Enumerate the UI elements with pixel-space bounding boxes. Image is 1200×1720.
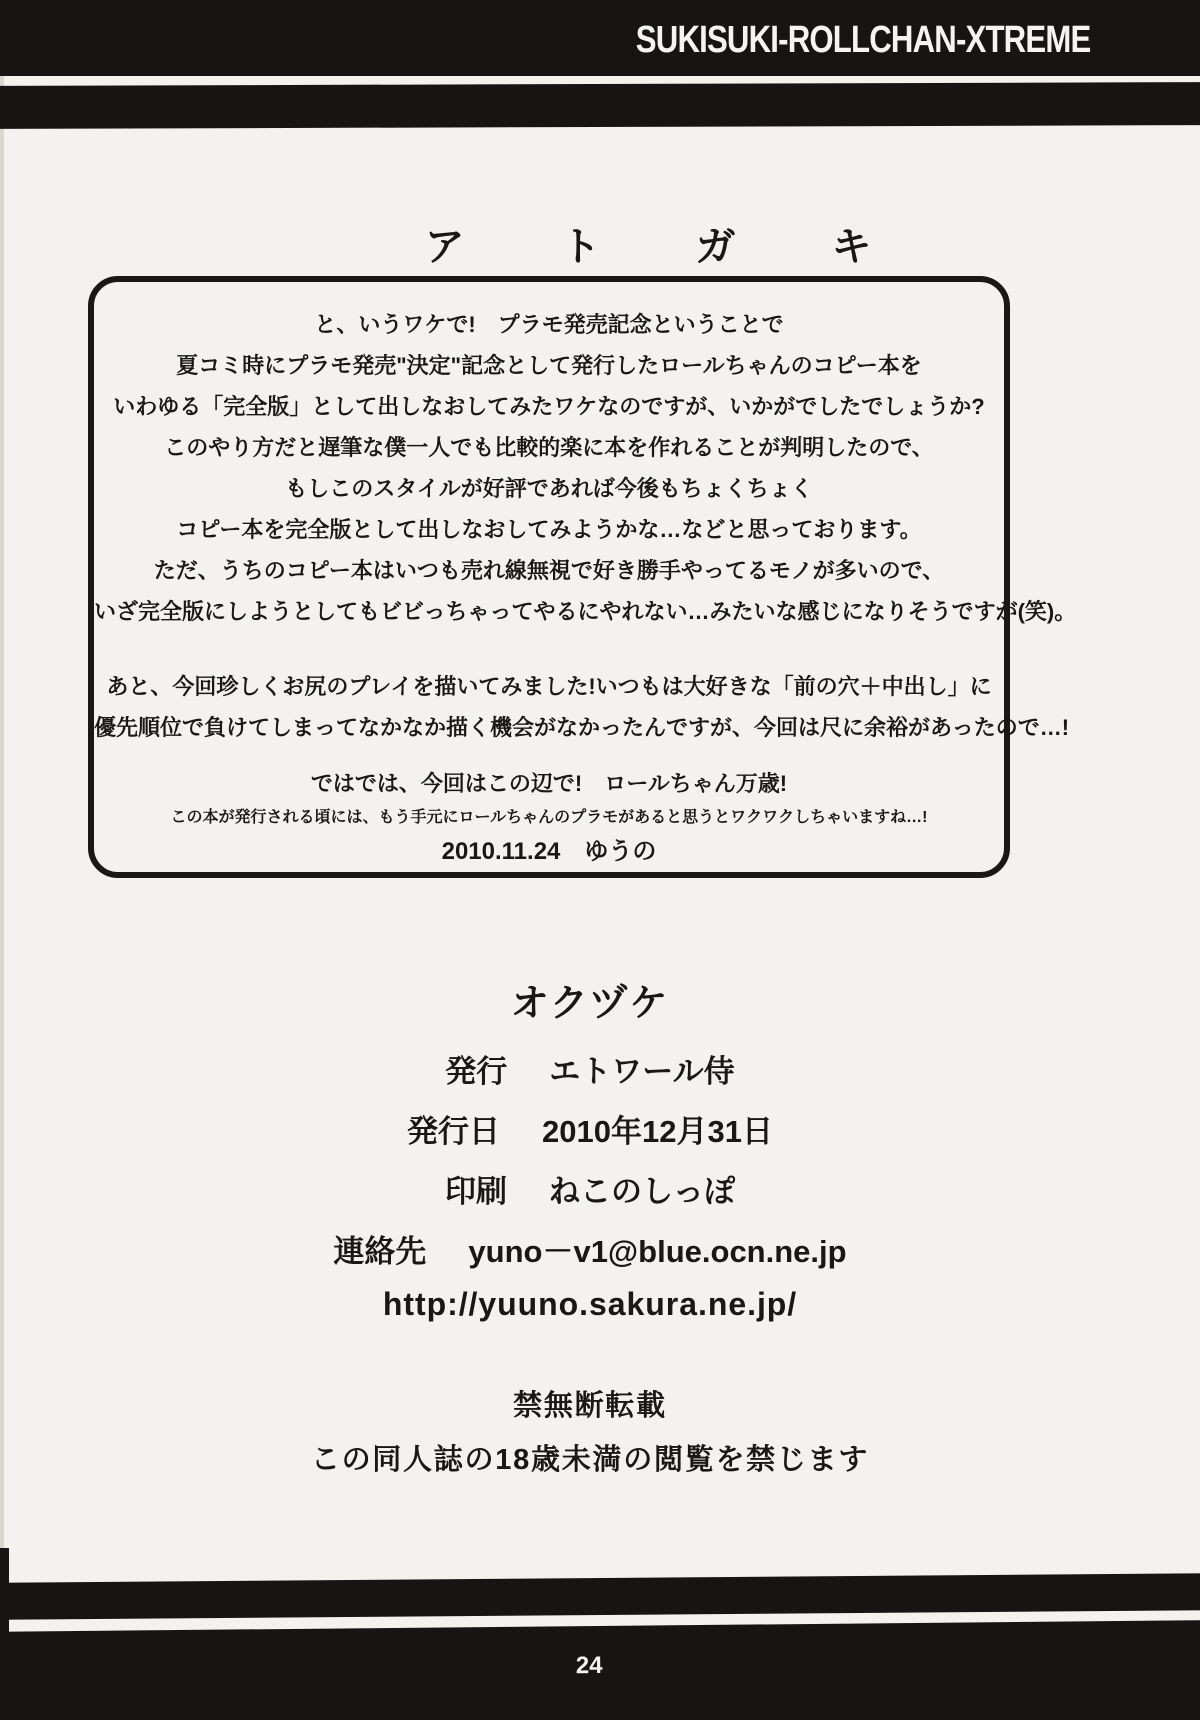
colophon-title: オクヅケ — [510, 983, 670, 1025]
afterword-closing: ではでは、今回はこの辺で! ロールちゃん万歳! — [310, 771, 788, 796]
colophon-label: 印刷 — [445, 1174, 507, 1209]
series-title: SUKISUKI-ROLLCHAN-XTREME — [635, 18, 1090, 61]
colophon-value: エトワール侍 — [549, 1054, 735, 1089]
colophon-label: 連絡先 — [333, 1234, 427, 1269]
afterword-line: いざ完全版にしようとしてもビビっちゃってやるにやれない…みたいな感じになりそうですが(笑)。 — [94, 599, 1077, 624]
age-restriction-notice: この同人誌の18歳未満の閲覧を禁じます — [310, 1444, 870, 1476]
afterword-line: 優先順位で負けてしまってなかなか描く機会がなかったんですが、今回は尺に余裕があったので…! — [94, 715, 1070, 740]
afterword-line: ただ、うちのコピー本はいつも売れ線無視で好き勝手やってるモノが多いので、 — [153, 558, 945, 583]
afterword-line: と、いうワケで! プラモ発売記念ということで — [314, 312, 784, 337]
colophon-row-publisher — [0, 1046, 1180, 1091]
colophon-value: yuno－v1@blue.ocn.ne.jp — [468, 1234, 847, 1269]
scan-edge-artifact — [0, 1548, 9, 1720]
afterword-note: この本が発行される頃には、もう手元にロールちゃんのプラモがあると思うとワクワクしちゃいますね…! — [170, 809, 928, 826]
footer-rule — [0, 1573, 1200, 1620]
afterword-line: このやり方だと遅筆な僕一人でも比較的楽に本を作れることが判明したので、 — [164, 435, 934, 460]
footer-bar — [0, 1620, 1200, 1720]
colophon-row-printer — [0, 1166, 1180, 1211]
afterword-line: 夏コミ時にプラモ発売"決定"記念として発行したロールちゃんのコピー本を — [176, 353, 922, 378]
afterword-line: もしこのスタイルが好評であれば今後もちょくちょく — [285, 476, 813, 501]
afterword-line: いわゆる「完全版」として出しなおしてみたワケなのですが、いかがでしたでしょうか? — [113, 394, 985, 419]
header-bar — [0, 0, 1200, 76]
afterword-line: コピー本を完全版として出しなおしてみようかな…などと思っております。 — [176, 517, 922, 542]
colophon-row-publish-date — [0, 1106, 1180, 1151]
afterword-date-signature: 2010.11.24 ゆうの — [441, 838, 657, 865]
website-url: http://yuuno.sakura.ne.jp/ — [382, 1286, 798, 1322]
afterword-box — [88, 276, 1077, 878]
reprint-prohibition-notice: 禁無断転載 — [513, 1390, 667, 1422]
colophon-label: 発行日 — [407, 1114, 501, 1149]
paragraph-gap — [94, 748, 1004, 764]
colophon-row-contact-email — [0, 1226, 1180, 1271]
paragraph-gap — [94, 632, 1004, 666]
header-rule — [0, 82, 1200, 129]
page-number: 24 — [575, 1651, 603, 1680]
colophon-value: ねこのしっぽ — [549, 1174, 735, 1209]
colophon-value: 2010年12月31日 — [542, 1114, 773, 1149]
afterword-title: アトガキ — [424, 225, 968, 269]
colophon-label: 発行 — [445, 1054, 508, 1089]
afterword-line: あと、今回珍しくお尻のプレイを描いてみました!いつもは大好きな「前の穴＋中出し」に — [106, 674, 992, 699]
